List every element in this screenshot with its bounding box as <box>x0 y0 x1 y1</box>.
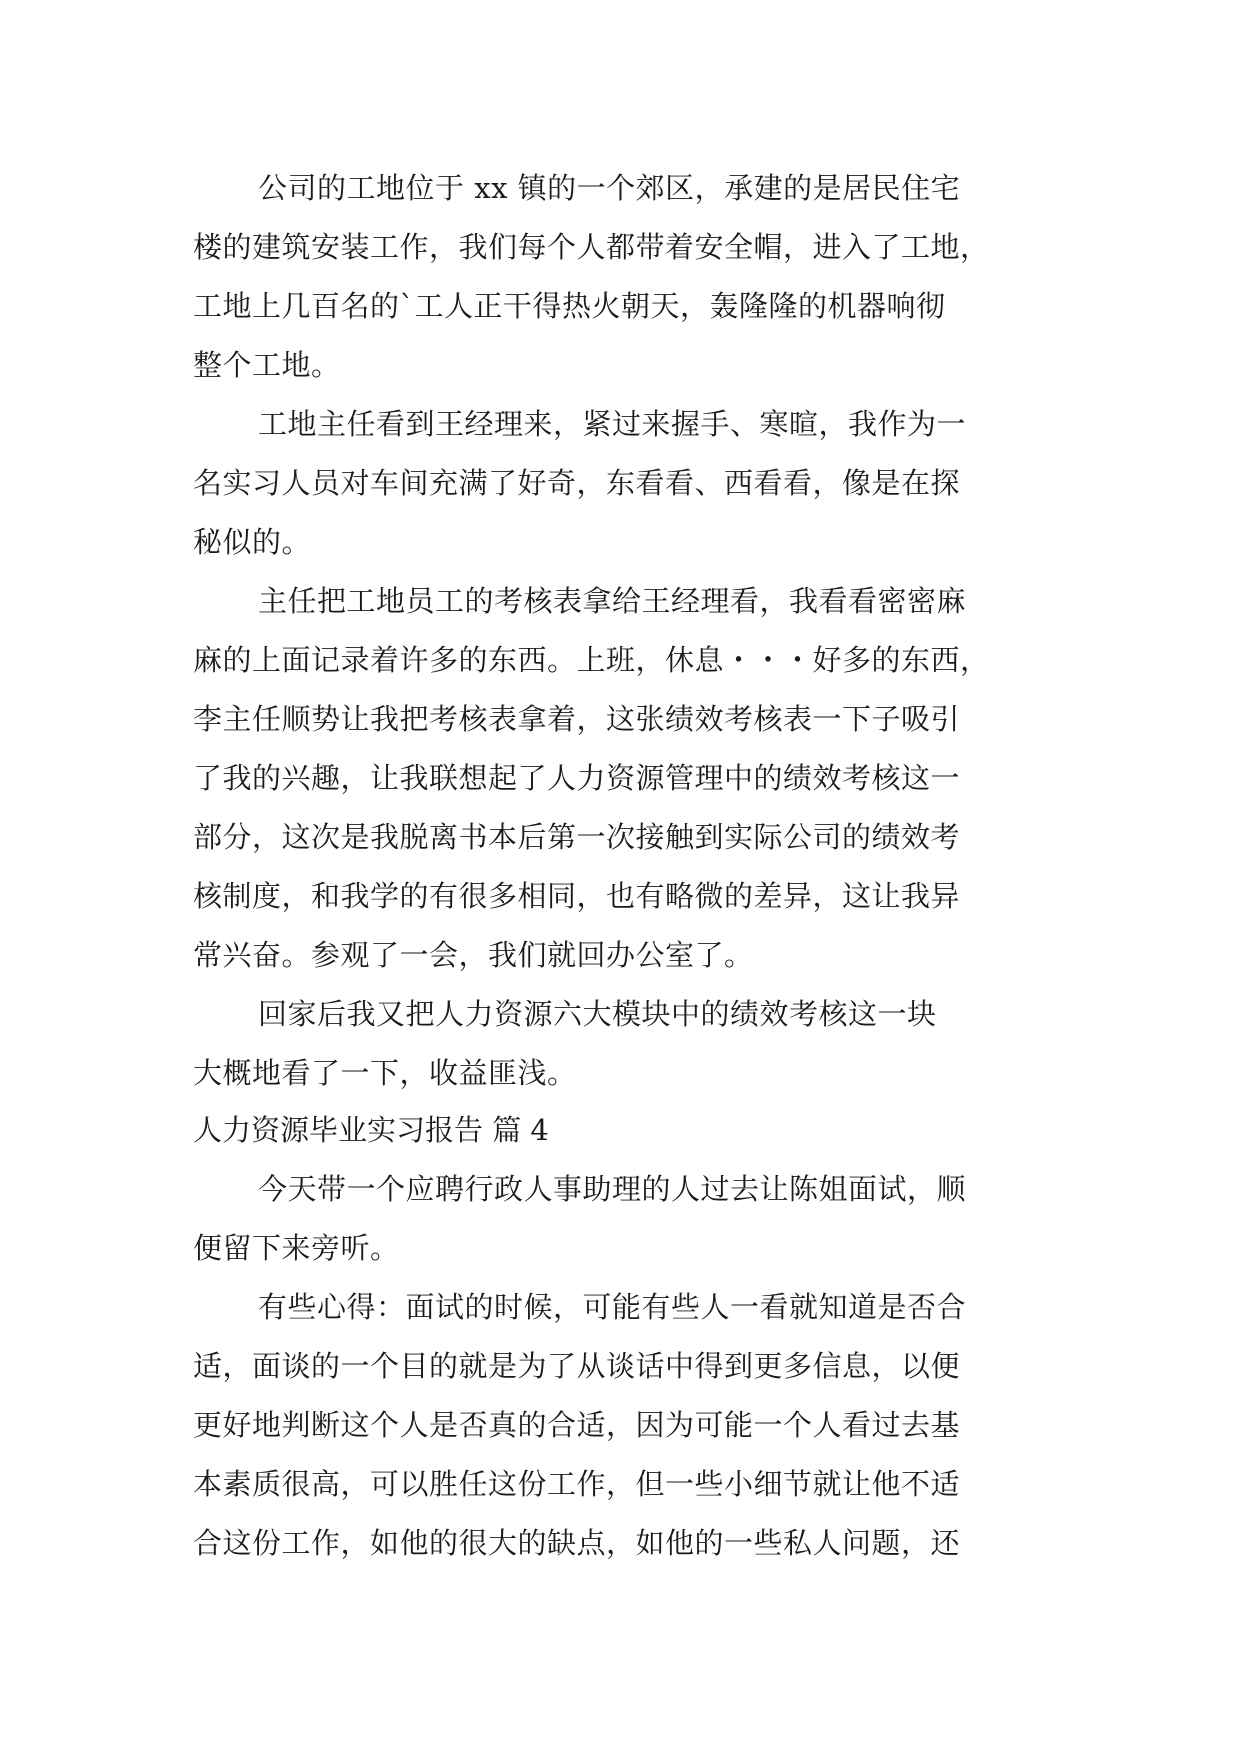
paragraph-line: 麻的上面记录着许多的东西。上班，休息・・・好多的东西， <box>193 643 990 677</box>
paragraph-line: 主任把工地员工的考核表拿给王经理看，我看看密密麻 <box>258 584 967 618</box>
paragraph-line: 合这份工作，如他的很大的缺点，如他的一些私人问题，还 <box>193 1526 961 1560</box>
paragraph-line: 李主任顺势让我把考核表拿着，这张绩效考核表一下子吸引 <box>193 702 961 736</box>
paragraph-line: 部分，这次是我脱离书本后第一次接触到实际公司的绩效考 <box>193 820 961 854</box>
paragraph-line: 工地上几百名的`工人正干得热火朝天，轰隆隆的机器响彻 <box>193 289 946 323</box>
paragraph-line: 大概地看了一下，收益匪浅。 <box>193 1056 577 1090</box>
paragraph-line: 楼的建筑安装工作，我们每个人都带着安全帽，进入了工地， <box>193 230 990 264</box>
paragraph-line: 适，面谈的一个目的就是为了从谈话中得到更多信息，以便 <box>193 1349 961 1383</box>
paragraph-line: 核制度，和我学的有很多相同，也有略微的差异，这让我异 <box>193 879 961 913</box>
paragraph-line: 工地主任看到王经理来，紧过来握手、寒暄，我作为一 <box>258 407 967 441</box>
paragraph-line: 常兴奋。参观了一会，我们就回办公室了。 <box>193 938 754 972</box>
paragraph-line: 秘似的。 <box>193 525 312 559</box>
paragraph-line: 了我的兴趣，让我联想起了人力资源管理中的绩效考核这一 <box>193 761 961 795</box>
paragraph-line: 整个工地。 <box>193 348 341 382</box>
paragraph-line: 回家后我又把人力资源六大模块中的绩效考核这一块 <box>258 997 937 1031</box>
paragraph-line: 公司的工地位于 xx 镇的一个郊区，承建的是居民住宅 <box>258 171 961 205</box>
paragraph-line: 便留下来旁听。 <box>193 1231 400 1265</box>
paragraph-line: 名实习人员对车间充满了好奇，东看看、西看看，像是在探 <box>193 466 961 500</box>
section-heading: 人力资源毕业实习报告 篇 4 <box>193 1113 549 1147</box>
paragraph-line: 今天带一个应聘行政人事助理的人过去让陈姐面试，顺 <box>258 1172 967 1206</box>
paragraph-line: 本素质很高，可以胜任这份工作，但一些小细节就让他不适 <box>193 1467 961 1501</box>
paragraph-line: 更好地判断这个人是否真的合适，因为可能一个人看过去基 <box>193 1408 961 1442</box>
paragraph-line: 有些心得：面试的时候，可能有些人一看就知道是否合 <box>258 1290 967 1324</box>
